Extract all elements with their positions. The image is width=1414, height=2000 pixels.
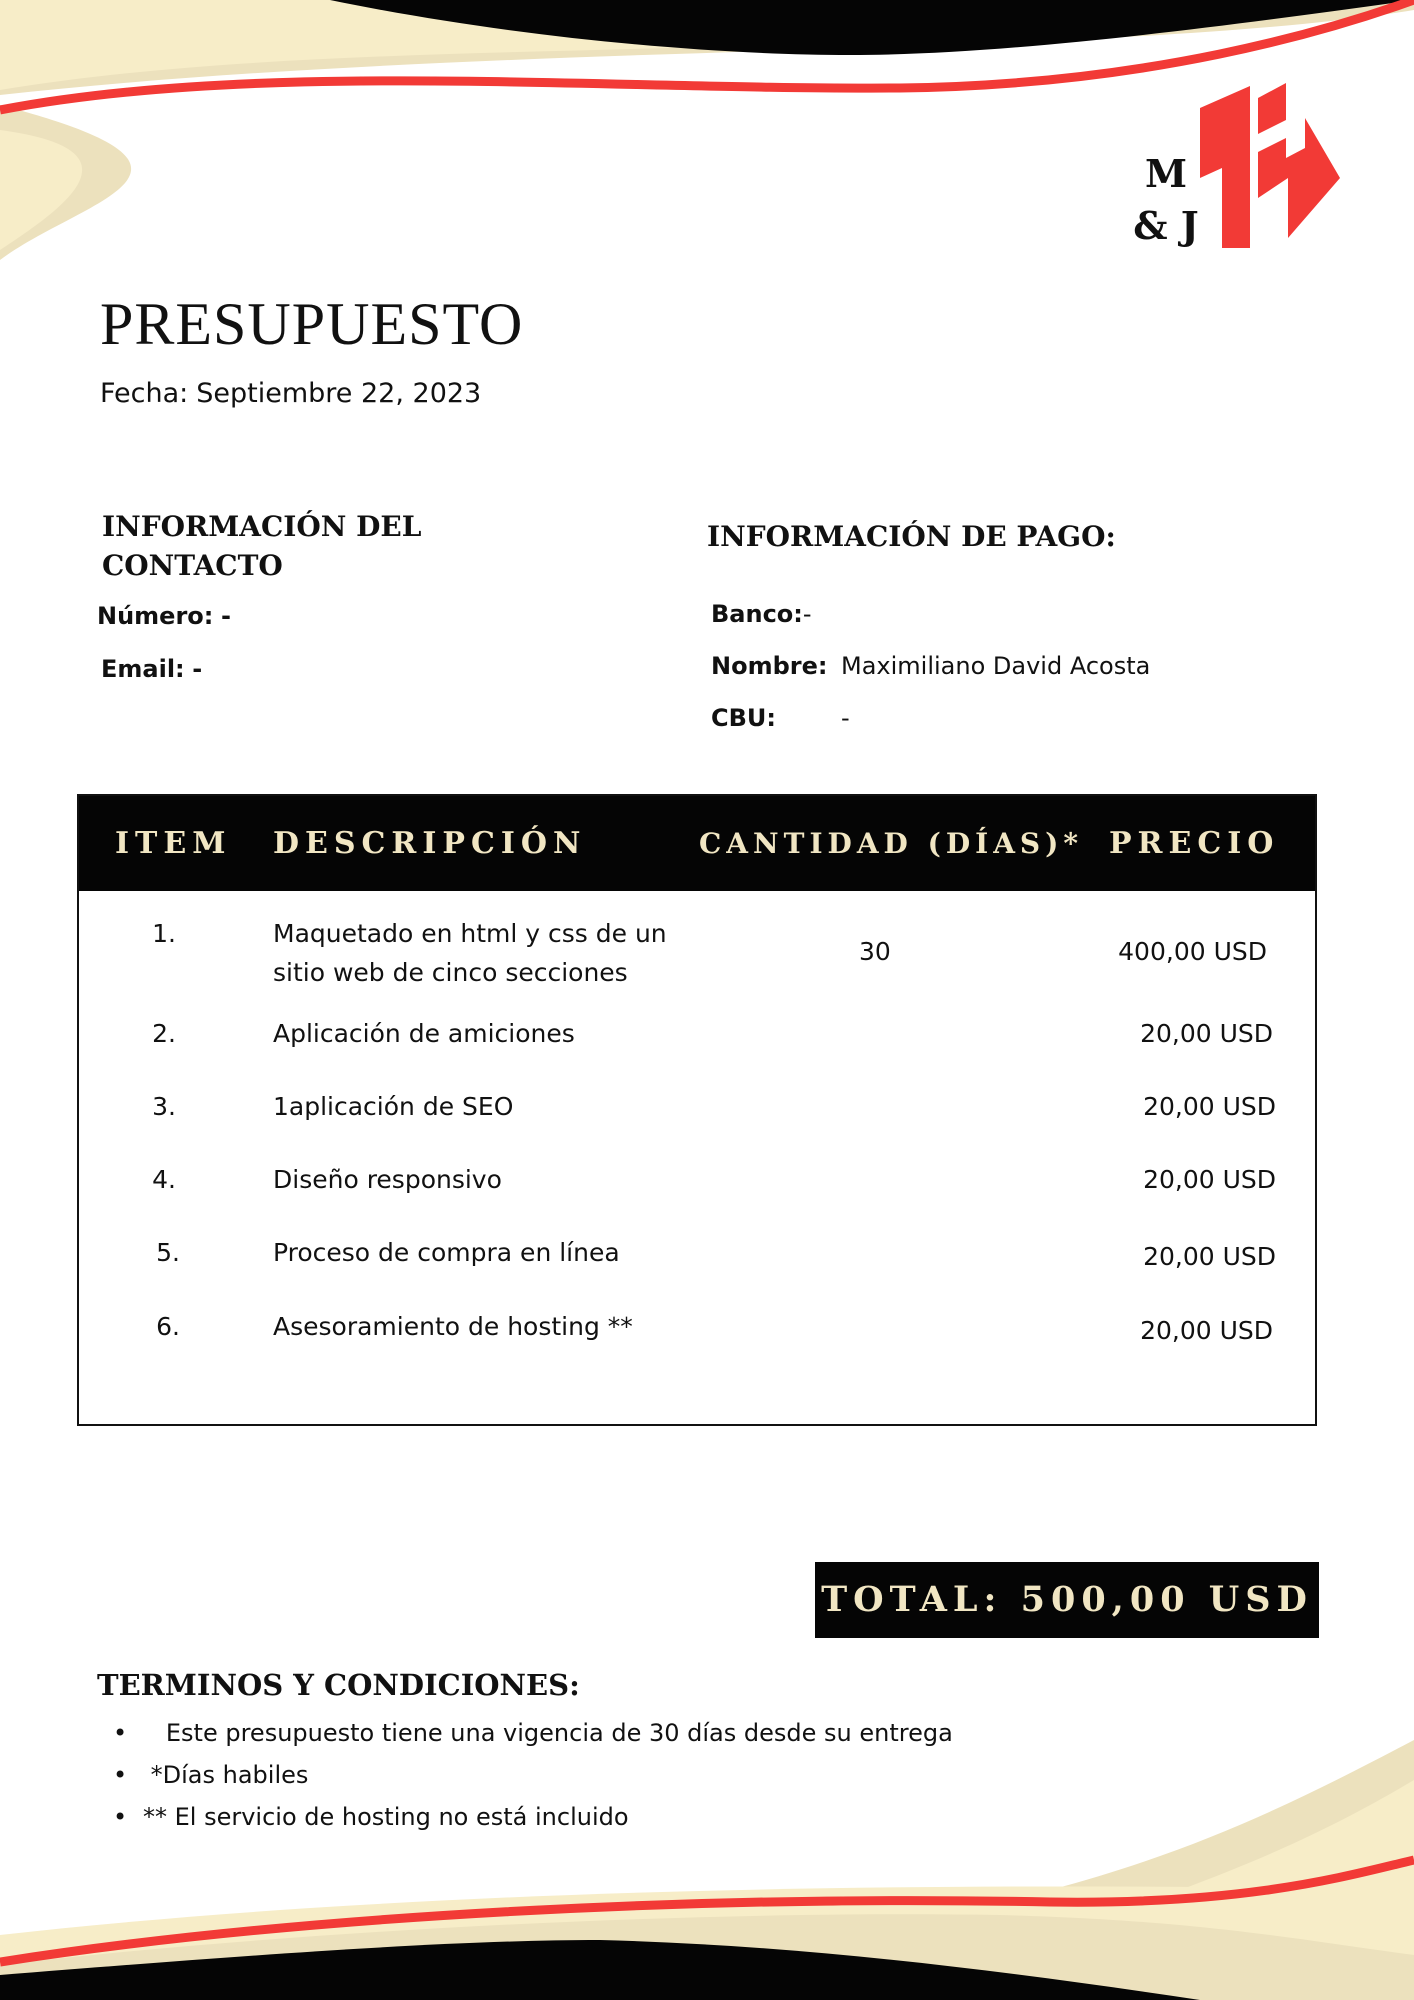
row-description: 1aplicación de SEO	[273, 1092, 514, 1121]
total-label: TOTAL:	[821, 1579, 1003, 1620]
date-label: Fecha:	[100, 378, 189, 409]
row-number: 6.	[156, 1312, 180, 1341]
contact-heading-line1: INFORMACIÓN DEL	[102, 510, 422, 543]
contact-heading-line2: CONTACTO	[102, 549, 283, 582]
table-header	[79, 796, 1315, 891]
bullet: •	[113, 1803, 128, 1831]
contact-heading	[102, 507, 522, 585]
company-logo	[1120, 78, 1320, 258]
mj-logo-mark-icon	[1190, 78, 1340, 248]
row-price: 20,00 USD	[1143, 1165, 1276, 1194]
date-value: Septiembre 22, 2023	[196, 378, 482, 409]
row-quantity: 30	[859, 937, 891, 966]
total-value: 500,00 USD	[1020, 1579, 1313, 1620]
row-description: Diseño responsivo	[273, 1165, 502, 1194]
row-description: Asesoramiento de hosting **	[273, 1312, 633, 1341]
column-header-quantity: CANTIDAD (DÍAS)*	[699, 827, 1084, 860]
row-price: 20,00 USD	[1140, 1019, 1273, 1048]
email-label: Email:	[101, 655, 185, 683]
row-number: 3.	[152, 1092, 176, 1121]
numero-value: -	[221, 602, 231, 630]
terms-heading: TERMINOS Y CONDICIONES:	[97, 1668, 580, 1702]
email-value: -	[192, 655, 203, 683]
cbu-value: -	[841, 704, 850, 732]
nombre-label: Nombre:	[711, 652, 828, 680]
column-header-price: PRECIO	[1109, 826, 1280, 861]
nombre-value: Maximiliano David Acosta	[841, 652, 1151, 680]
bullet: •	[113, 1761, 128, 1789]
row-description	[273, 914, 703, 992]
numero-label: Número:	[97, 602, 214, 630]
term-text: *Días habiles	[143, 1761, 309, 1789]
row-price: 400,00 USD	[1118, 937, 1267, 966]
row-number: 4.	[152, 1165, 176, 1194]
term-text: ** El servicio de hosting no está incluido	[143, 1803, 629, 1831]
contact-numero	[97, 602, 231, 630]
row-number: 2.	[152, 1019, 176, 1048]
bottom-wave-decoration	[0, 1740, 1414, 2000]
banco-label: Banco:	[711, 600, 803, 628]
payment-nombre	[711, 652, 1151, 680]
row-description-line2: sitio web de cinco secciones	[273, 958, 628, 987]
payment-cbu	[711, 704, 850, 732]
payment-heading: INFORMACIÓN DE PAGO:	[707, 520, 1116, 553]
column-header-description: DESCRIPCIÓN	[273, 826, 587, 861]
payment-banco	[711, 600, 812, 628]
quote-date	[100, 378, 481, 409]
cbu-label: CBU:	[711, 704, 776, 732]
page-title: PRESUPUESTO	[100, 291, 524, 357]
row-price: 20,00 USD	[1143, 1092, 1276, 1121]
logo-letter-j: & J	[1133, 203, 1199, 248]
contact-email	[101, 655, 202, 683]
row-number: 1.	[152, 919, 176, 948]
total-box	[815, 1562, 1319, 1638]
row-description-line1: Maquetado en html y css de un	[273, 919, 667, 948]
column-header-item: ITEM	[115, 826, 232, 861]
items-table	[77, 794, 1317, 1426]
logo-letter-m: M	[1144, 151, 1188, 196]
banco-value: -	[802, 600, 812, 628]
row-description: Aplicación de amiciones	[273, 1019, 575, 1048]
bullet: •	[113, 1719, 128, 1747]
row-price: 20,00 USD	[1143, 1242, 1276, 1271]
term-text: Este presupuesto tiene una vigencia de 30 días desde su entrega	[143, 1719, 953, 1747]
row-number: 5.	[156, 1238, 180, 1267]
row-price: 20,00 USD	[1140, 1316, 1273, 1345]
row-description: Proceso de compra en línea	[273, 1238, 620, 1267]
